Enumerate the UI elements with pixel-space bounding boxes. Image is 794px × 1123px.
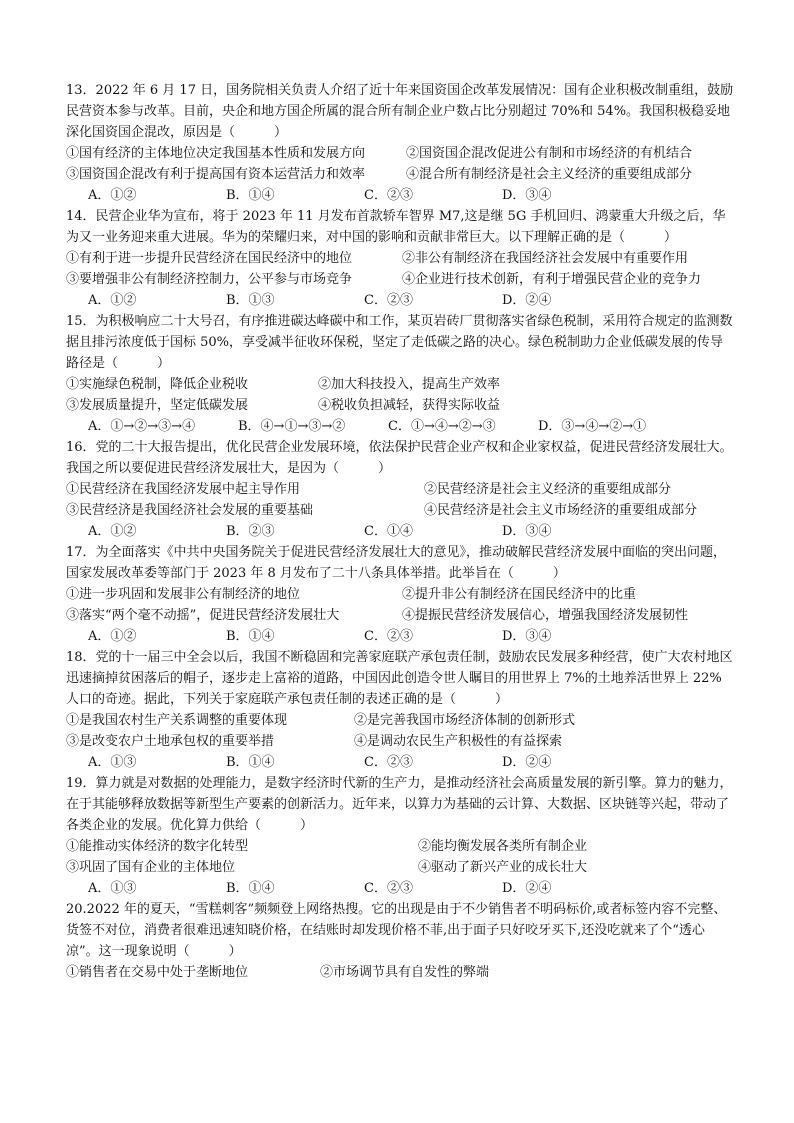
exam-page xyxy=(66,80,734,983)
answer-b[interactable]: B．①④ xyxy=(226,629,275,644)
answer-a[interactable]: A．①③ xyxy=(88,755,137,770)
answer-d[interactable]: D．③④ xyxy=(502,524,552,539)
answer-c[interactable]: C．②③ xyxy=(364,188,413,203)
question-15 xyxy=(66,311,734,437)
answer-d[interactable]: D．③→④→②→① xyxy=(538,419,647,434)
option-2: ②非公有制经济在我国经济社会发展中有重要作用 xyxy=(402,251,689,266)
answer-b[interactable]: B．①④ xyxy=(226,755,275,770)
option-3: ③落实“两个毫不动摇”，促进民营经济发展壮大 xyxy=(66,608,340,623)
question-stem: 20.2022 年的夏天，“雪糕刺客”频频登上网络热搜。它的出现是由于不少销售者不明码标价,或者标签内容不完整、货签不对位，消费者很难迅速知晓价格，在结账时却发现价格不菲,出于面子只好咬牙买下,还没吃就来了个“透心凉”。这一现象说明（ ） xyxy=(66,902,727,959)
answer-b[interactable]: B．①③ xyxy=(226,293,275,308)
question-stem: 17．为全面落实《中共中央国务院关于促进民营经济发展壮大的意见》，推动破解民营经济发展中面临的突出问题，国家发展改革委等部门于 2023 年 8 月发布了二十八条具体举措。此举旨在（ ） xyxy=(66,545,727,581)
option-1: ①有利于进一步提升民营经济在国民经济中的地位 xyxy=(66,251,353,266)
question-stem: 19．算力就是对数据的处理能力，是数字经济时代新的生产力，是推动经济社会高质量发展的新引擎。算力的魅力，在于其能够释放数据等新型生产要素的创新活力。近年来，以算力为基础的云计算、大数据、区块链等兴起，带动了各类企业的发展。优化算力供给（ ） xyxy=(66,776,733,833)
answer-d[interactable]: D．②④ xyxy=(502,755,552,770)
answer-b[interactable]: B．②③ xyxy=(226,524,275,539)
option-3: ③要增强非公有制经济控制力，公平参与市场竞争 xyxy=(66,272,353,287)
question-14 xyxy=(66,206,734,311)
answer-a[interactable]: A．①② xyxy=(88,188,137,203)
option-2: ②加大科技投入，提高生产效率 xyxy=(318,377,501,392)
option-1: ①是我国农村生产关系调整的重要体现 xyxy=(66,713,288,728)
option-2: ②是完善我国市场经济体制的创新形式 xyxy=(354,713,576,728)
answer-choices xyxy=(66,521,734,542)
option-1: ①实施绿色税制，降低企业税收 xyxy=(66,377,249,392)
option-1: ①能推动实体经济的数字化转型 xyxy=(66,839,249,854)
answer-choices xyxy=(66,416,734,437)
question-17 xyxy=(66,542,734,647)
option-2: ②能均衡发展各类所有制企业 xyxy=(418,839,588,854)
option-2: ②民营经济是社会主义经济的重要组成部分 xyxy=(424,482,672,497)
option-1: ①销售者在交易中处于垄断地位 xyxy=(66,965,249,980)
question-stem: 13．2022 年 6 月 17 日，国务院相关负责人介绍了近十年来国资国企改革发展情况：国有企业积极改制重组，鼓励民营资本参与改革。目前，央企和地方国企所属的混合所有制企业户数占比分别超过 70%和 54%。我国积极稳妥地深化国资国企混改，原因是（ ） xyxy=(66,83,734,140)
answer-choices xyxy=(66,185,734,206)
option-4: ④提振民营经济发展信心，增强我国经济发展韧性 xyxy=(402,608,689,623)
answer-d[interactable]: D．③④ xyxy=(502,629,552,644)
answer-b[interactable]: B．①④ xyxy=(226,881,275,896)
answer-a[interactable]: A．①② xyxy=(88,524,137,539)
answer-d[interactable]: D．③④ xyxy=(502,188,552,203)
answer-c[interactable]: C．②③ xyxy=(364,755,413,770)
answer-choices xyxy=(66,626,734,647)
answer-d[interactable]: D．②④ xyxy=(502,881,552,896)
answer-c[interactable]: C．②③ xyxy=(364,293,413,308)
option-2: ②市场调节具有自发性的弊端 xyxy=(320,965,490,980)
answer-c[interactable]: C．①④ xyxy=(364,524,413,539)
option-3: ③国资国企混改有利于提高国有资本运营活力和效率 xyxy=(66,167,366,182)
option-4: ④民营经济是社会主义市场经济的重要组成部分 xyxy=(424,503,698,518)
answer-a[interactable]: A．①② xyxy=(88,629,137,644)
answer-c[interactable]: C．①→④→②→③ xyxy=(388,419,496,434)
answer-choices xyxy=(66,878,734,899)
option-4: ④税收负担减轻，获得实际收益 xyxy=(318,398,501,413)
option-3: ③发展质量提升，坚定低碳发展 xyxy=(66,398,249,413)
option-4: ④是调动农民生产积极性的有益探索 xyxy=(354,734,563,749)
option-1: ①民营经济在我国经济发展中起主导作用 xyxy=(66,482,301,497)
option-3: ③巩固了国有企业的主体地位 xyxy=(66,860,236,875)
answer-choices xyxy=(66,290,734,311)
answer-choices xyxy=(66,752,734,773)
question-stem: 16．党的二十大报告提出，优化民营企业发展环境，依法保护民营企业产权和企业家权益，促进民营经济发展壮大。我国之所以要促进民营经济发展壮大，是因为（ ） xyxy=(66,440,733,476)
option-4: ④企业进行技术创新，有利于增强民营企业的竞争力 xyxy=(402,272,702,287)
answer-a[interactable]: A．①→②→③→④ xyxy=(88,419,196,434)
question-19 xyxy=(66,773,734,899)
answer-b[interactable]: B．①④ xyxy=(226,188,275,203)
option-4: ④驱动了新兴产业的成长壮大 xyxy=(418,860,588,875)
question-16 xyxy=(66,437,734,542)
question-13 xyxy=(66,80,734,206)
option-2: ②国资国企混改促进公有制和市场经济的有机结合 xyxy=(406,146,693,161)
question-20 xyxy=(66,899,734,983)
answer-c[interactable]: C．②③ xyxy=(364,881,413,896)
answer-b[interactable]: B．④→①→③→② xyxy=(238,419,346,434)
question-stem: 18．党的十一届三中全会以后，我国不断稳固和完善家庭联产承包责任制，鼓励农民发展多种经营，使广大农村地区迅速摘掉贫困落后的帽子，逐步走上富裕的道路，中国因此创造令世人瞩目的用世界上 7%的土地养活世界上 22%人口的奇迹。据此，下列关于家庭联产承包责任制的表述正确的是（ ） xyxy=(66,650,733,707)
answer-c[interactable]: C．②③ xyxy=(364,629,413,644)
question-stem: 15．为积极响应二十大号召，有序推进碳达峰碳中和工作，某页岩砖厂贯彻落实省绿色税制，采用符合规定的监测数据且排污浓度低于国标 50%，享受减半征收环保税，坚定了走低碳之路的决心。绿色税制助力企业低碳发展的传导路径是（ ） xyxy=(66,314,733,371)
question-18 xyxy=(66,647,734,773)
question-stem: 14．民营企业华为宣布，将于 2023 年 11 月发布首款轿车智界 M7,这是继 5G 手机回归、鸿蒙重大升级之后，华为又一业务迎来重大进展。华为的荣耀归来，对中国的影响和贡献非常巨大。以下理解正确的是（ ） xyxy=(66,209,726,245)
option-4: ④混合所有制经济是社会主义经济的重要组成部分 xyxy=(406,167,693,182)
answer-d[interactable]: D．②④ xyxy=(502,293,552,308)
option-2: ②提升非公有制经济在国民经济中的比重 xyxy=(402,587,637,602)
answer-a[interactable]: A．①② xyxy=(88,293,137,308)
option-1: ①进一步巩固和发展非公有制经济的地位 xyxy=(66,587,301,602)
option-3: ③民营经济是我国经济社会发展的重要基础 xyxy=(66,503,314,518)
option-3: ③是改变农户土地承包权的重要举措 xyxy=(66,734,275,749)
option-1: ①国有经济的主体地位决定我国基本性质和发展方向 xyxy=(66,146,366,161)
answer-a[interactable]: A．①③ xyxy=(88,881,137,896)
